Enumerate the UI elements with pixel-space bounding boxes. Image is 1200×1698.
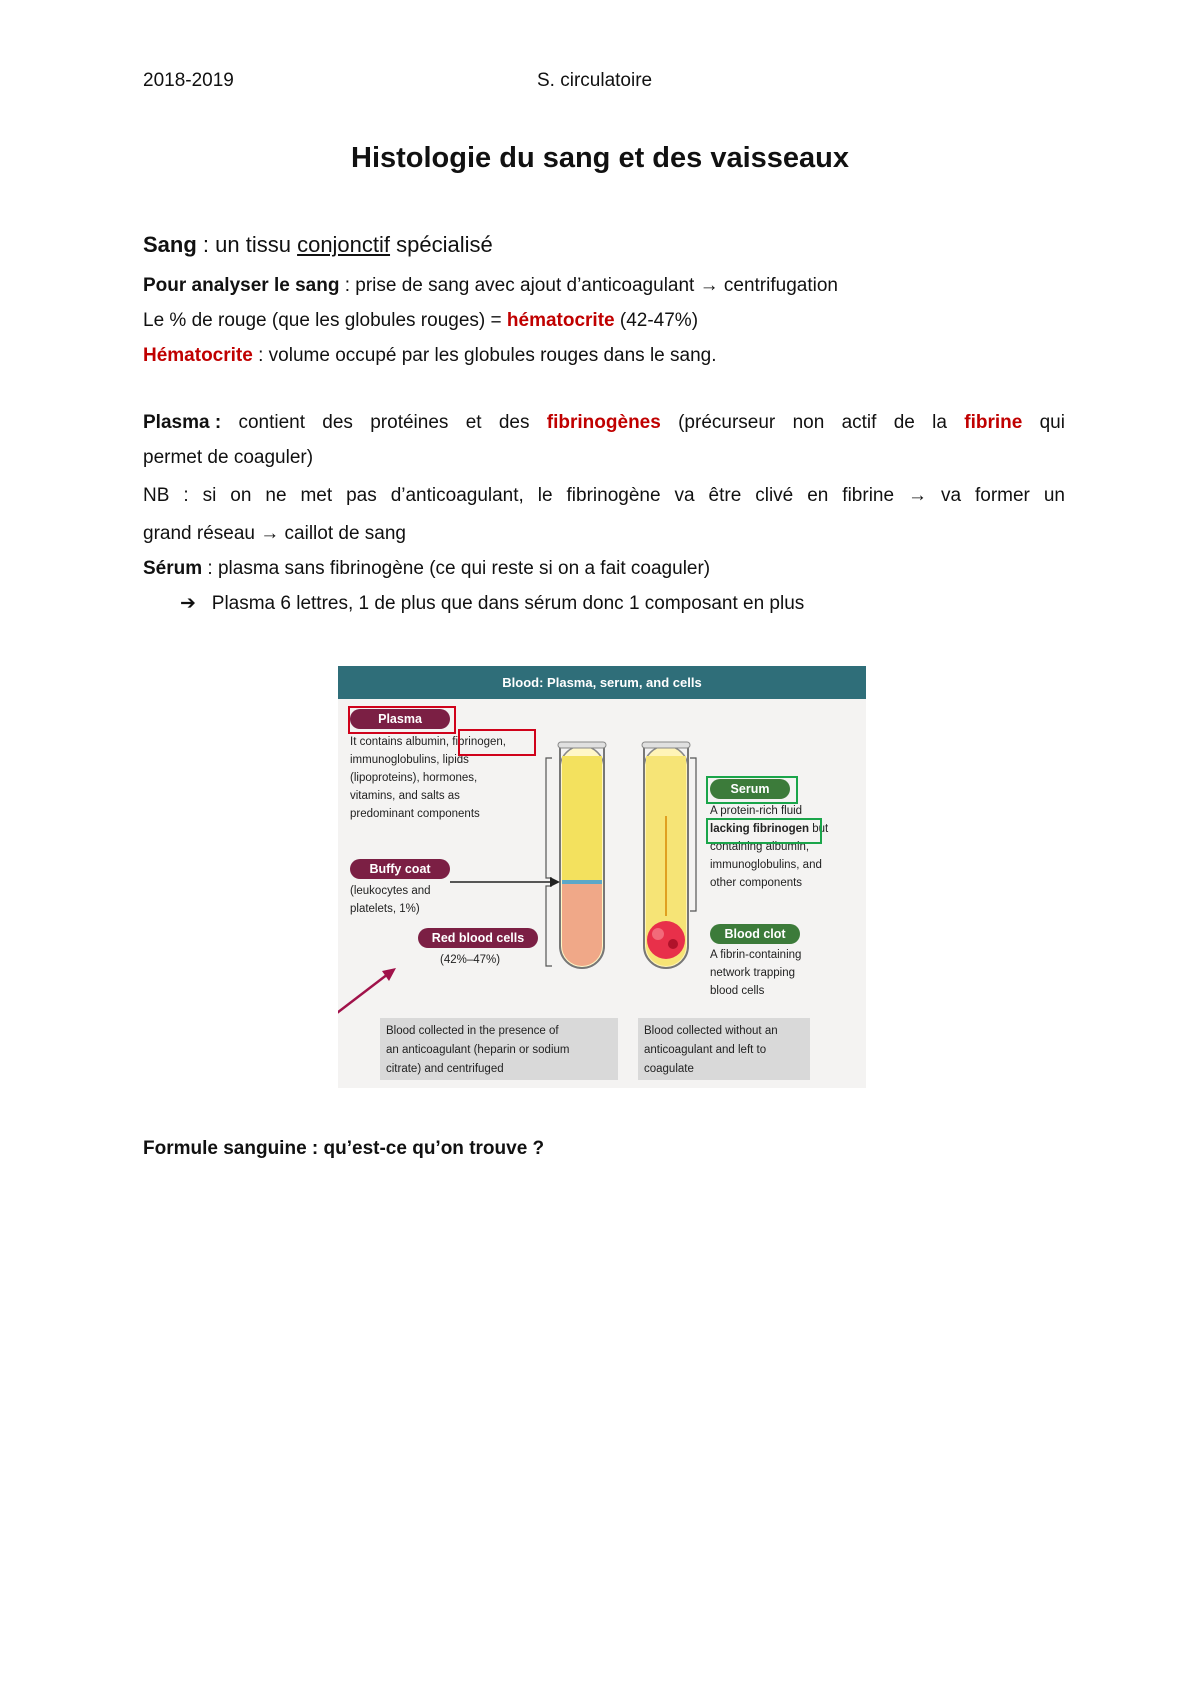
plasma-word: de xyxy=(893,412,915,433)
serum-tag: Serum xyxy=(710,779,790,799)
hematocrit-pointer-head xyxy=(382,968,396,981)
nb-word: met xyxy=(300,485,333,506)
buffy-arrowhead xyxy=(550,877,560,887)
caption-right-line: coagulate xyxy=(644,1063,694,1075)
serum-desc-line: other components xyxy=(710,877,803,889)
nb-word: : xyxy=(183,485,189,506)
figure-banner: Blood: Plasma, serum, and cells xyxy=(338,666,866,699)
nb-word: clivé xyxy=(755,485,794,506)
hematocrit-pointer xyxy=(338,974,388,1016)
header-year: 2018-2019 xyxy=(143,70,234,91)
clot-desc xyxy=(710,946,801,1000)
rbc-bracket xyxy=(546,886,552,966)
plasma-word: protéines xyxy=(370,412,449,433)
nb-word: fibrine xyxy=(842,485,895,506)
serum-desc xyxy=(710,802,828,892)
serum-line xyxy=(143,558,710,580)
caption-left xyxy=(380,1018,618,1080)
tube-coagulated xyxy=(642,742,690,968)
nb-word: on xyxy=(230,485,252,506)
caption-left-line: citrate) and centrifuged xyxy=(386,1063,504,1075)
clot-tag: Blood clot xyxy=(710,924,800,944)
buffy-desc-line: (leukocytes and xyxy=(350,885,431,897)
plasma-highlight xyxy=(348,706,456,734)
nb-word: en xyxy=(807,485,829,506)
rbc-pct: (42%–47%) xyxy=(440,954,501,966)
header-course: S. circulatoire xyxy=(537,70,653,91)
hemato-text: : volume occupé par les globules rouges dans le sang. xyxy=(252,345,717,366)
nb-word: un xyxy=(1043,485,1065,506)
nb-word: former xyxy=(974,485,1030,506)
nb-word: → xyxy=(908,485,927,506)
caption-right xyxy=(638,1018,810,1080)
nb-line-2: grand réseau → caillot de sang xyxy=(143,523,406,544)
lacking-fibrinogen-highlight xyxy=(706,818,822,844)
sang-term: Sang xyxy=(143,232,197,257)
arrow-text: Plasma 6 lettres, 1 de plus que dans sérum donc 1 composant en plus xyxy=(211,593,805,614)
buffy-desc-line: platelets, 1%) xyxy=(350,903,420,915)
plasma-word: la xyxy=(932,412,947,433)
serum-desc-bold: lacking fibrinogen xyxy=(710,823,810,835)
sang-underlined: conjonctif xyxy=(297,232,391,257)
rbc-tag: Red blood cells xyxy=(418,928,538,948)
plasma-bracket xyxy=(546,758,552,878)
sang-rest: spécialisé xyxy=(390,232,493,257)
plasma-word: non xyxy=(792,412,825,433)
analyse-line xyxy=(143,275,838,297)
formule-heading: Formule sanguine : qu’est-ce qu’on trouve ? xyxy=(143,1138,545,1159)
plasma-label: Plasma : xyxy=(143,412,222,433)
buffy-desc xyxy=(350,882,431,918)
clot-desc-line: A fibrin-containing xyxy=(710,949,802,961)
plasma-word: actif xyxy=(841,412,877,433)
tube-centrifuged xyxy=(558,742,606,968)
plasma-tag: Plasma xyxy=(350,709,450,729)
blood-figure xyxy=(338,666,866,1088)
hemato-term: Hématocrite xyxy=(143,345,253,366)
serum-desc-line: A protein-rich fluid xyxy=(710,805,803,817)
plasma-word: contient xyxy=(238,412,305,433)
nb-word: d’anticoagulant, xyxy=(390,485,524,506)
serum-text: : plasma sans fibrinogène (ce qui reste si on a fait coaguler) xyxy=(202,558,711,579)
nb-word: va xyxy=(940,485,962,506)
serum-bracket xyxy=(690,758,696,911)
buffy-tag: Buffy coat xyxy=(350,859,450,879)
sang-line xyxy=(143,232,493,258)
serum-desc-line: containing albumin, xyxy=(710,841,810,853)
arrow-icon: ➔ xyxy=(180,593,196,614)
pct-term: hématocrite xyxy=(506,310,615,331)
nb-word: NB xyxy=(143,485,170,506)
caption-right-line: Blood collected without an xyxy=(644,1025,778,1037)
plasma-desc-b: fibrinogen, xyxy=(452,736,507,748)
plasma-desc-a: It contains albumin, xyxy=(350,736,450,748)
nb-word: va xyxy=(674,485,695,506)
page-title: Histologie du sang et des vaisseaux xyxy=(351,142,849,174)
fibrinogen-highlight xyxy=(458,729,536,756)
plasma-desc-line: vitamins, and salts as xyxy=(350,790,460,802)
nb-word: ne xyxy=(265,485,287,506)
plasma-desc-line: (lipoproteins), hormones, xyxy=(350,772,478,784)
plasma-fibrine: fibrine xyxy=(964,412,1023,433)
nb-word: le xyxy=(537,485,553,506)
plasma-word: et xyxy=(465,412,482,433)
analyse-text: : prise de sang avec ajout d’anticoagulant → centrifugation xyxy=(339,275,838,296)
plasma-word: des xyxy=(322,412,353,433)
serum-desc-line: immunoglobulins, and xyxy=(710,859,822,871)
plasma-word: (précurseur xyxy=(678,412,776,433)
caption-left-line: an anticoagulant (heparin or sodium xyxy=(386,1044,570,1056)
arrow-line xyxy=(180,592,804,615)
nb-word: fibrinogène xyxy=(566,485,661,506)
analyse-label: Pour analyser le sang xyxy=(143,275,340,296)
clot-desc-line: network trapping xyxy=(710,967,796,979)
caption-right-line: anticoagulant and left to xyxy=(644,1044,767,1056)
plasma-line-1 xyxy=(143,412,1065,434)
pct-before: Le % de rouge (que les globules rouges) = xyxy=(143,310,507,331)
serum-desc-but: but xyxy=(812,823,829,835)
clot-desc-line: blood cells xyxy=(710,985,765,997)
plasma-word: qui xyxy=(1039,412,1065,433)
plasma-desc-line: predominant components xyxy=(350,808,480,820)
serum-highlight xyxy=(706,776,798,804)
plasma-desc-line: immunoglobulins, lipids xyxy=(350,754,469,766)
pct-line xyxy=(143,310,698,332)
nb-word: pas xyxy=(346,485,377,506)
nb-word: si xyxy=(202,485,217,506)
plasma-word: des xyxy=(498,412,530,433)
pct-after: (42-47%) xyxy=(614,310,699,331)
sang-sep: : un tissu xyxy=(196,232,298,257)
plasma-fib: fibrinogènes xyxy=(546,412,661,433)
serum-label: Sérum xyxy=(143,558,203,579)
nb-word: être xyxy=(708,485,742,506)
hemato-line xyxy=(143,345,717,367)
caption-left-line: Blood collected in the presence of xyxy=(386,1025,559,1037)
plasma-line-2: permet de coaguler) xyxy=(143,447,314,468)
nb-line-1 xyxy=(143,485,1065,507)
